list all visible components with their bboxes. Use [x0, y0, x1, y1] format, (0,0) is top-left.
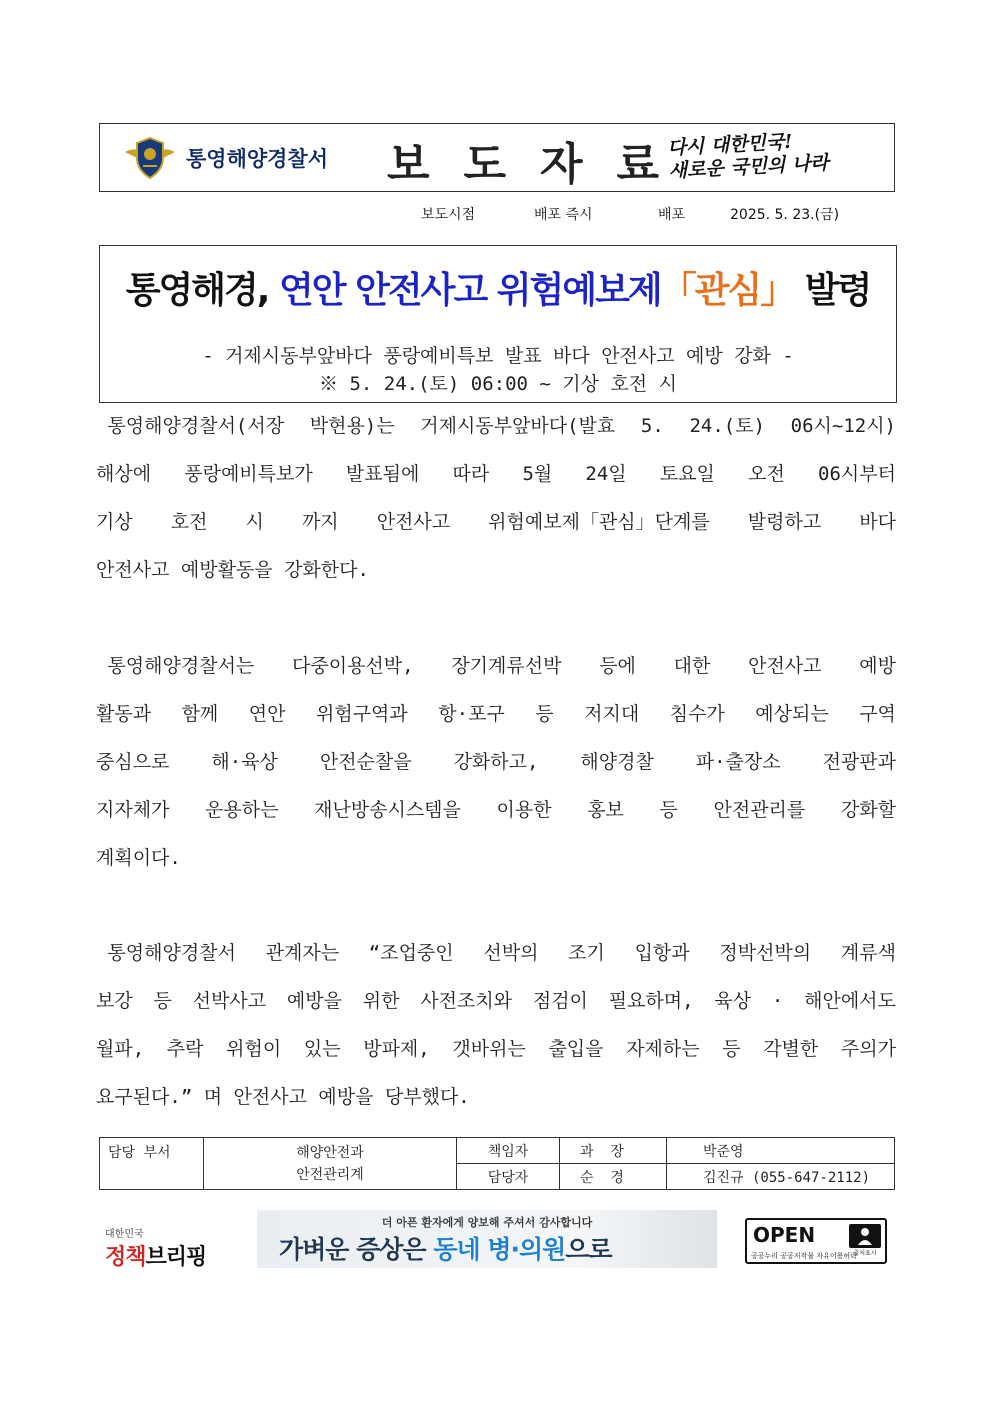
title2: 순 경	[580, 1169, 624, 1186]
doc-title: 보도자료	[387, 139, 694, 190]
body-line: 중심으로 해·육상 안전순찰을 강화하고, 해양경찰 파·출장소 전광판과	[96, 751, 896, 773]
role2: 담당자	[487, 1169, 529, 1186]
headline	[99, 262, 897, 313]
policy-small: 대한민국	[105, 1229, 144, 1240]
body-line: 안전사고 예방활동을 강화한다.	[96, 559, 369, 581]
kogl-open-badge	[745, 1218, 887, 1264]
title2-cell	[560, 1164, 667, 1190]
name2: 김진규 (055-647-2112)	[703, 1169, 871, 1186]
banner-main-blue: 동네 병·의원	[433, 1235, 566, 1264]
headline-part4: 발령	[794, 270, 871, 311]
banner-main-dark2: 으로	[565, 1235, 612, 1264]
body-line: 계획이다.	[96, 847, 181, 869]
slogan-line1: 다시 대한민국!	[666, 130, 794, 160]
open-subtext: 공공누리 공공저작물 자유이용허락	[751, 1252, 857, 1260]
role1: 책임자	[487, 1143, 529, 1160]
headline-part3: 「관심」	[660, 270, 795, 311]
open-text: OPEN	[753, 1223, 816, 1247]
dept-line1: 해양안전과	[296, 1144, 364, 1161]
policy-big-rest: 브리핑	[145, 1245, 207, 1270]
paragraph-2	[96, 649, 896, 889]
open-badge-label: 출처표시	[853, 1250, 877, 1257]
title1: 과 장	[580, 1143, 624, 1160]
campaign-banner	[257, 1210, 717, 1268]
body-line: 보강 등 선박사고 예방을 위한 사전조치와 점검이 필요하며, 육상 · 해안에서도	[96, 990, 896, 1012]
dept-cell	[204, 1138, 457, 1190]
policy-big-red: 정책	[105, 1245, 146, 1270]
release-label: 보도시점	[421, 207, 476, 223]
body-line: 해상에 풍랑예비특보가 발표됨에 따라 5월 24일 토요일 오전 06시부터	[96, 463, 896, 485]
policy-briefing-logo	[105, 1225, 206, 1271]
body-line: 통영해양경찰서는 다중이용선박, 장기계류선박 등에 대한 안전사고 예방	[96, 655, 896, 677]
headline-part1: 통영해경,	[125, 270, 280, 311]
paragraph-1	[96, 409, 896, 601]
org-name: 통영해양경찰서	[186, 147, 329, 171]
banner-main-text	[279, 1230, 612, 1266]
role2-cell	[457, 1164, 560, 1190]
body-line: 기상 호전 시 까지 안전사고 위험예보제「관심」단계를 발령하고 바다	[96, 511, 896, 533]
body-line: 통영해양경찰서(서장 박현용)는 거제시동부앞바다(발효 5. 24.(토) 06시~12시)	[96, 415, 896, 437]
title1-cell	[560, 1138, 667, 1164]
body-line: 지자체가 운용하는 재난방송시스템을 이용한 홍보 등 안전관리를 강화할	[96, 799, 896, 821]
headline-part2: 연안 안전사고 위험예보제	[279, 270, 661, 311]
attribution-icon	[849, 1224, 881, 1248]
dept-line2: 안전관리계	[296, 1166, 364, 1183]
coast-guard-emblem-icon	[123, 134, 177, 182]
banner-main-dark: 가벼운 증상은	[279, 1235, 434, 1264]
role1-cell	[457, 1138, 560, 1164]
name2-cell	[667, 1164, 895, 1190]
body-line: 요구된다.” 며 안전사고 예방을 당부했다.	[96, 1086, 470, 1108]
banner-top-text: 더 아픈 환자에게 양보해 주셔서 감사합니다	[381, 1216, 593, 1229]
body-line: 월파, 추락 위험이 있는 방파제, 갯바위는 출입을 자제하는 등 각별한 주의가	[96, 1038, 896, 1060]
paragraph-3	[96, 936, 896, 1128]
body-line: 활동과 함께 연안 위험구역과 항·포구 등 저지대 침수가 예상되는 구역	[96, 703, 896, 725]
release-dist-label: 배포	[658, 207, 686, 223]
headline-note: ※ 5. 24.(토) 06:00 ~ 기상 호전 시	[319, 373, 677, 395]
name1-cell	[667, 1138, 895, 1164]
body-line: 통영해양경찰서 관계자는 “조업중인 선박의 조기 입항과 정박선박의 계류색	[96, 942, 896, 964]
dept-label: 담당 부서	[108, 1145, 171, 1161]
contact-table	[99, 1137, 895, 1190]
slogan-line2: 새로운 국민의 나라	[668, 151, 830, 183]
policy-big	[105, 1240, 206, 1271]
release-timing: 배포 즉시	[534, 207, 593, 223]
headline-subtitle: - 거제시동부앞바다 풍랑예비특보 발표 바다 안전사고 예방 강화 -	[202, 345, 794, 367]
name1: 박준영	[703, 1143, 744, 1160]
release-date: 2025. 5. 23.(금)	[730, 207, 840, 223]
dept-label-cell	[100, 1138, 204, 1190]
